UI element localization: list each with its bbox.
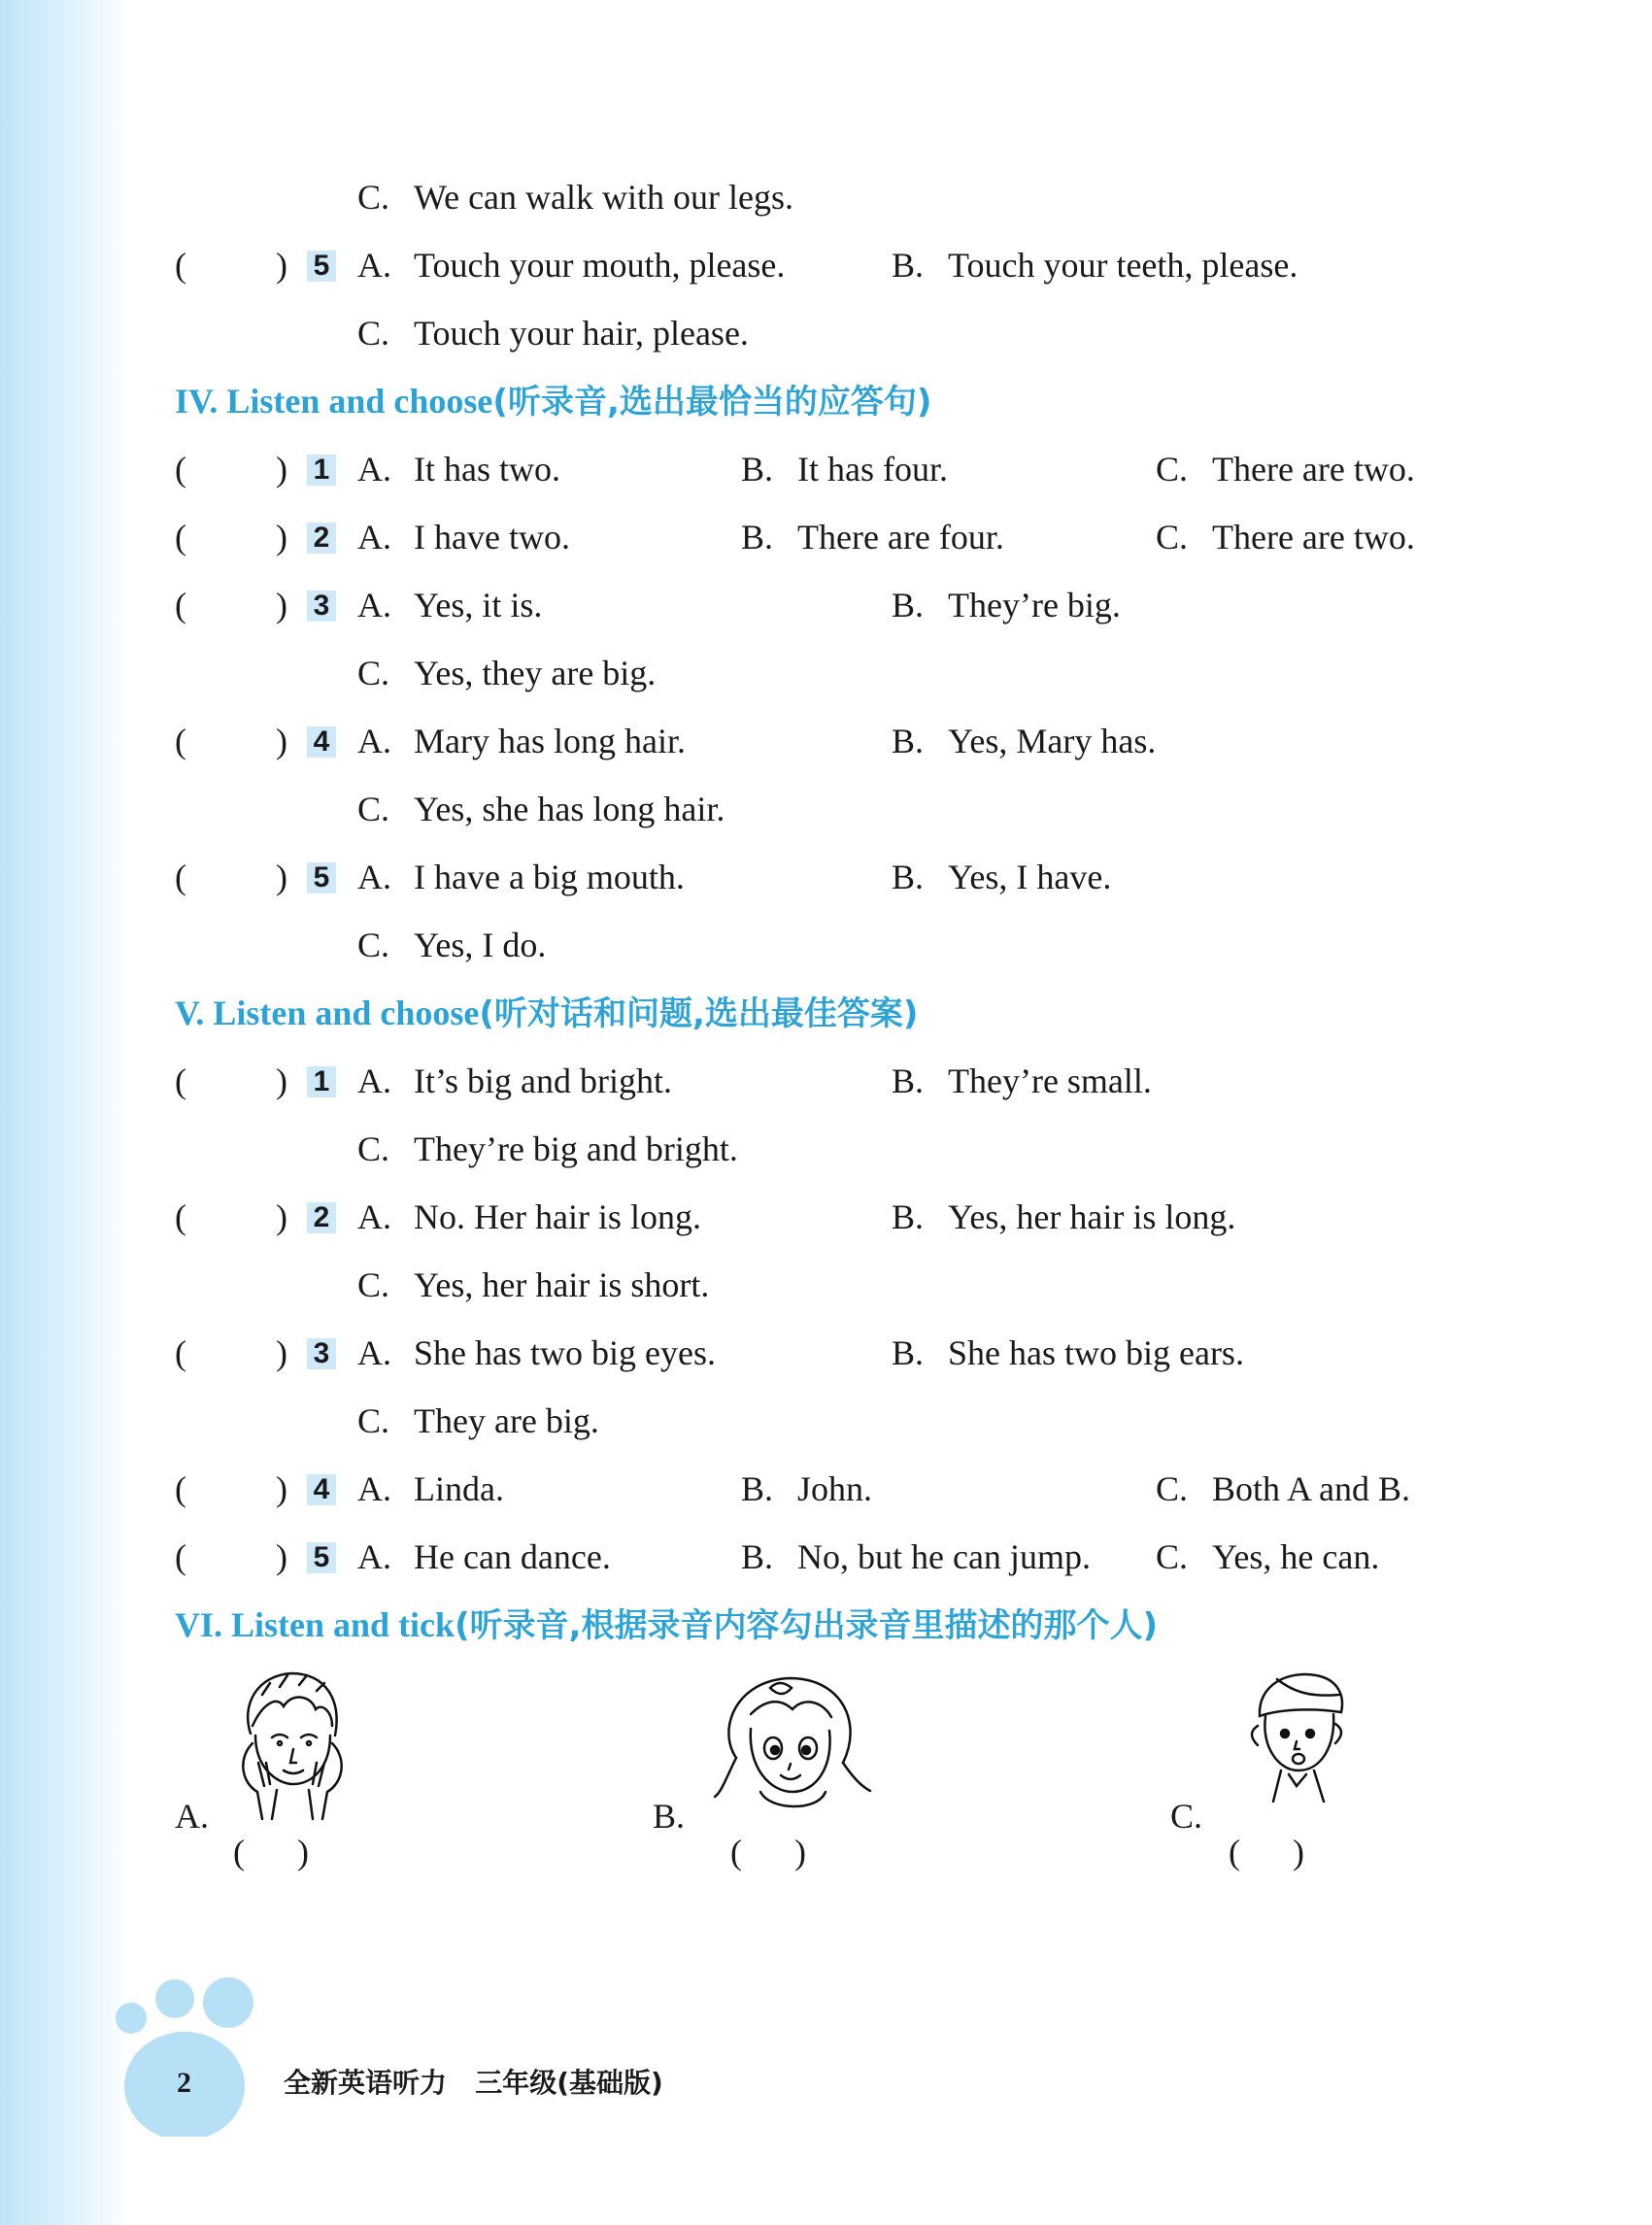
girl-portrait-illustration (707, 1670, 877, 1811)
question-row (0, 715, 1652, 767)
option-c: C. They’re big and bright. (357, 1129, 738, 1168)
question-row (0, 647, 1652, 699)
option-b: B. They’re small. (892, 1062, 1152, 1100)
answer-paren-open: ( (175, 1469, 186, 1508)
question-row (0, 783, 1652, 835)
question-row (0, 1191, 1652, 1243)
option-c: C. Both A and B. (1156, 1469, 1411, 1508)
section-heading-v: V. Listen and choose(听对话和问题,选出最佳答案) (175, 994, 919, 1033)
question-number: 1 (307, 1066, 336, 1097)
question-row (0, 579, 1652, 631)
answer-paren-open: ( (175, 518, 186, 556)
option-c: C. Yes, her hair is short. (357, 1265, 710, 1304)
option-b: B. John. (741, 1469, 873, 1508)
answer-paren-close: ) (276, 1333, 287, 1372)
option-b: B. Yes, her hair is long. (892, 1197, 1236, 1236)
option-c: C. Yes, they are big. (357, 654, 657, 692)
option-b: B. It has four. (741, 450, 948, 489)
option-c: C. There are two. (1156, 450, 1415, 489)
option-a: A. Linda. (357, 1469, 504, 1508)
answer-paren-open: ( (175, 858, 186, 896)
question-row (0, 307, 1652, 359)
question-row (0, 1259, 1652, 1311)
question-number: 4 (307, 1474, 336, 1505)
answer-paren-close: ) (276, 722, 287, 760)
answer-paren-close: ) (276, 1537, 287, 1576)
answer-paren-close: ) (276, 1062, 287, 1100)
question-row (0, 443, 1652, 495)
question-row (0, 919, 1652, 971)
section-heading-vi: VI. Listen and tick(听录音,根据录音内容勾出录音里描述的那个人) (175, 1605, 1159, 1645)
question-row (0, 1327, 1652, 1379)
answer-paren-close: ) (276, 518, 287, 556)
answer-paren-open: ( (175, 450, 186, 489)
answer-blank-a[interactable]: ( ) (233, 1833, 309, 1871)
question-row (0, 239, 1652, 291)
answer-blank-c[interactable]: ( ) (1229, 1833, 1304, 1871)
question-row (0, 1531, 1652, 1583)
answer-paren-close: ) (276, 1197, 287, 1236)
picture-label-a: A. (175, 1797, 209, 1836)
question-number: 4 (307, 726, 336, 758)
question-row (0, 1463, 1652, 1515)
option-a: A. I have a big mouth. (357, 858, 685, 896)
page-number: 2 (177, 2067, 191, 2099)
option-c: C. Yes, I do. (357, 926, 547, 964)
option-a: A. No. Her hair is long. (357, 1197, 701, 1236)
question-number: 2 (307, 523, 336, 554)
answer-paren-close: ) (276, 858, 287, 896)
option-b: B. Touch your teeth, please. (892, 246, 1298, 285)
option-a: A. It’s big and bright. (357, 1062, 672, 1100)
question-number: 2 (307, 1202, 336, 1233)
question-row (0, 511, 1652, 563)
option-a: A. It has two. (357, 450, 560, 489)
option-b: B. There are four. (741, 518, 1004, 556)
answer-paren-open: ( (175, 1333, 186, 1372)
answer-paren-close: ) (276, 1469, 287, 1508)
option-a: A. He can dance. (357, 1537, 611, 1576)
option-c: C. Touch your hair, please. (357, 314, 749, 353)
answer-paren-open: ( (175, 246, 186, 285)
boy-portrait-illustration (223, 1666, 359, 1821)
question-row (0, 1123, 1652, 1175)
question-number: 5 (307, 862, 336, 893)
option-a: A. Mary has long hair. (357, 722, 686, 760)
question-number: 5 (307, 1542, 336, 1573)
option-a: A. Touch your mouth, please. (357, 246, 786, 285)
book-title: 全新英语听力 三年级(基础版) (284, 2067, 663, 2099)
option-c: C. Yes, she has long hair. (357, 790, 725, 828)
question-number: 5 (307, 251, 336, 282)
picture-label-c: C. (1170, 1797, 1203, 1836)
option-c: C. We can walk with our legs. (357, 178, 793, 217)
option-a: A. Yes, it is. (357, 586, 543, 624)
option-b: B. Yes, Mary has. (892, 722, 1157, 760)
answer-blank-b[interactable]: ( ) (730, 1833, 806, 1871)
answer-paren-open: ( (175, 1197, 186, 1236)
paw-print-decoration (107, 1972, 272, 2137)
question-number: 3 (307, 1338, 336, 1369)
option-c: C. Yes, he can. (1156, 1537, 1380, 1576)
option-a: A. I have two. (357, 518, 570, 556)
answer-paren-close: ) (276, 450, 287, 489)
section-heading-iv: IV. Listen and choose(听录音,选出最恰当的应答句) (175, 382, 932, 421)
boy-with-cap-illustration (1238, 1666, 1355, 1811)
answer-paren-close: ) (276, 586, 287, 624)
answer-paren-open: ( (175, 1062, 186, 1100)
question-row (0, 171, 1652, 223)
option-a: A. She has two big eyes. (357, 1333, 716, 1372)
option-b: B. Yes, I have. (892, 858, 1112, 896)
option-b: B. No, but he can jump. (741, 1537, 1091, 1576)
question-number: 3 (307, 590, 336, 622)
answer-paren-open: ( (175, 722, 186, 760)
option-b: B. She has two big ears. (892, 1333, 1244, 1372)
answer-paren-open: ( (175, 586, 186, 624)
question-row (0, 1055, 1652, 1107)
picture-label-b: B. (653, 1797, 686, 1836)
question-number: 1 (307, 455, 336, 486)
answer-paren-close: ) (276, 246, 287, 285)
answer-paren-open: ( (175, 1537, 186, 1576)
question-row (0, 1395, 1652, 1447)
option-c: C. They are big. (357, 1401, 599, 1440)
option-b: B. They’re big. (892, 586, 1121, 624)
option-c: C. There are two. (1156, 518, 1415, 556)
question-row (0, 851, 1652, 903)
